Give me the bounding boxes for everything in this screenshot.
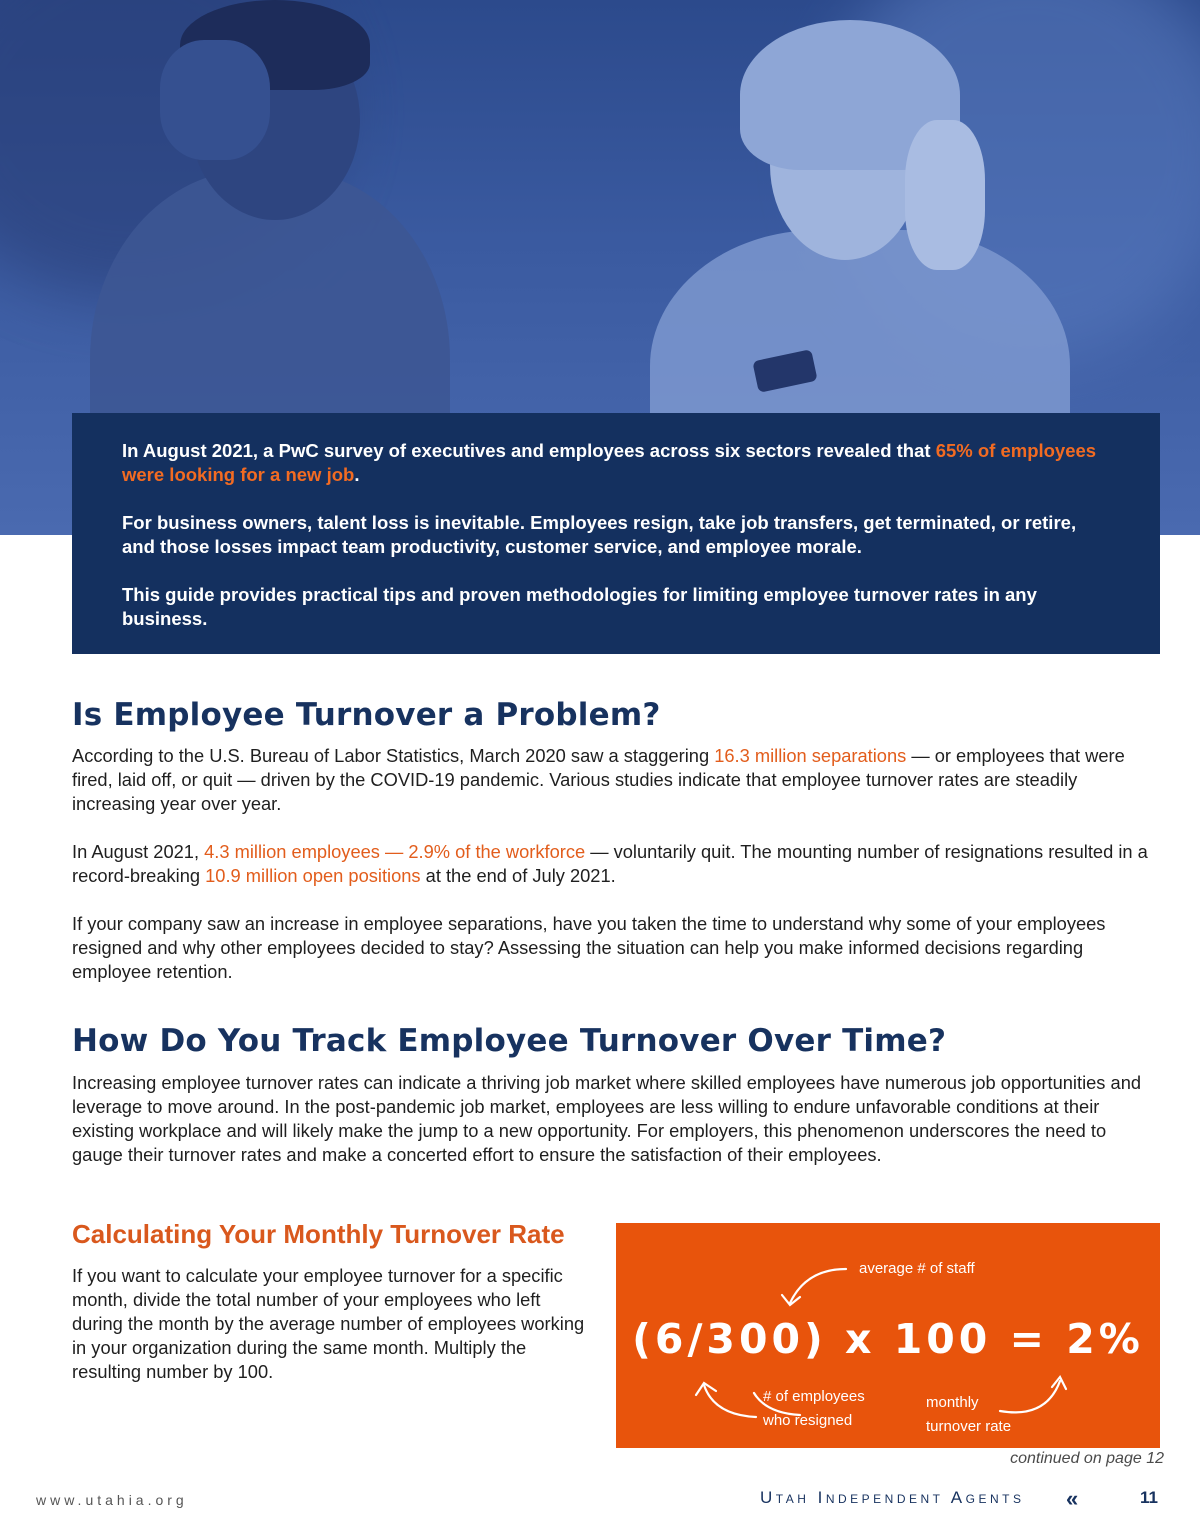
turnover-formula: (6/300) x 100 = 2% xyxy=(632,1315,1144,1363)
footer-website[interactable]: www.utahia.org xyxy=(36,1492,188,1508)
annotation-average-staff: average # of staff xyxy=(859,1260,975,1277)
section-body-track-turnover xyxy=(72,1071,1162,1191)
annotation-monthly-rate: monthly turnover rate xyxy=(926,1394,1012,1435)
annotation-employees-resigned: # of employees who resigned xyxy=(763,1388,865,1429)
stat-link[interactable]: 4.3 million employees — 2.9% of the workforce xyxy=(204,841,586,862)
intro-paragraph-2: For business owners, talent loss is inevitable. Employees resign, take job transfers, get terminated, or retire, and those losses impact team productivity, customer service, and employee morale. xyxy=(122,512,1077,557)
page-number: 11 xyxy=(1140,1488,1158,1507)
calc-description: If you want to calculate your employee turnover for a specific month, divide the total number of your employees who left during the month by the average number of employees working in your organization during the same month. Multiply the resulting number by 100. xyxy=(72,1265,585,1382)
body-paragraph: According to the U.S. Bureau of Labor Statistics, March 2020 saw a staggering 16.3 million separations — or employees that were fired, laid off, or quit — driven by the COVID-19 pandemic. Various studies indicate that employee turnover rates are steadily increasing year over year. xyxy=(72,745,1125,814)
intro-paragraph-3: This guide provides practical tips and proven methodologies for limiting employee turnover rates in any business. xyxy=(122,584,1037,629)
intro-highlight: 65% of employees were looking for a new job xyxy=(122,440,1097,485)
formula-box xyxy=(616,1223,1160,1448)
intro-paragraph-1: In August 2021, a PwC survey of executives and employees across six sectors revealed that 65% of employees were looking for a new job. xyxy=(122,440,1097,485)
body-paragraph: In August 2021, 4.3 million employees — 2.9% of the workforce — voluntarily quit. The mounting number of resignations resulted in a record-breaking 10.9 million open positions at the end of July 2021. xyxy=(72,841,1148,886)
subsection-title-calculating: Calculating Your Monthly Turnover Rate xyxy=(72,1219,565,1249)
stat-link[interactable]: 10.9 million open positions xyxy=(205,865,421,886)
stat-link[interactable]: 16.3 million separations xyxy=(714,745,907,766)
intro-callout xyxy=(72,413,1160,654)
continued-note: continued on page 12 xyxy=(1010,1450,1164,1467)
section-title-track-turnover: How Do You Track Employee Turnover Over Time? xyxy=(72,1023,947,1059)
double-chevron-left-icon: « xyxy=(1066,1486,1079,1511)
footer-publisher: Utah Independent Agents xyxy=(760,1488,1025,1507)
body-paragraph: Increasing employee turnover rates can indicate a thriving job market where skilled employees have numerous job opportunities and leverage to move around. In the post-pandemic job market, employees are less willing to endure unfavorable conditions at their existing workplace and will likely make the jump to a new opportunity. For employers, this phenomenon underscores the need to gauge their turnover rates and make a concerted effort to ensure the satisfaction of their employees. xyxy=(72,1072,1142,1165)
section-title-turnover-problem: Is Employee Turnover a Problem? xyxy=(72,697,661,733)
body-paragraph: If your company saw an increase in employee separations, have you taken the time to understand why some of your employees resigned and why other employees decided to stay? Assessing the situation can help you make informed decisions regarding employee retention. xyxy=(72,913,1106,982)
section-body-turnover-problem xyxy=(72,744,1162,1008)
